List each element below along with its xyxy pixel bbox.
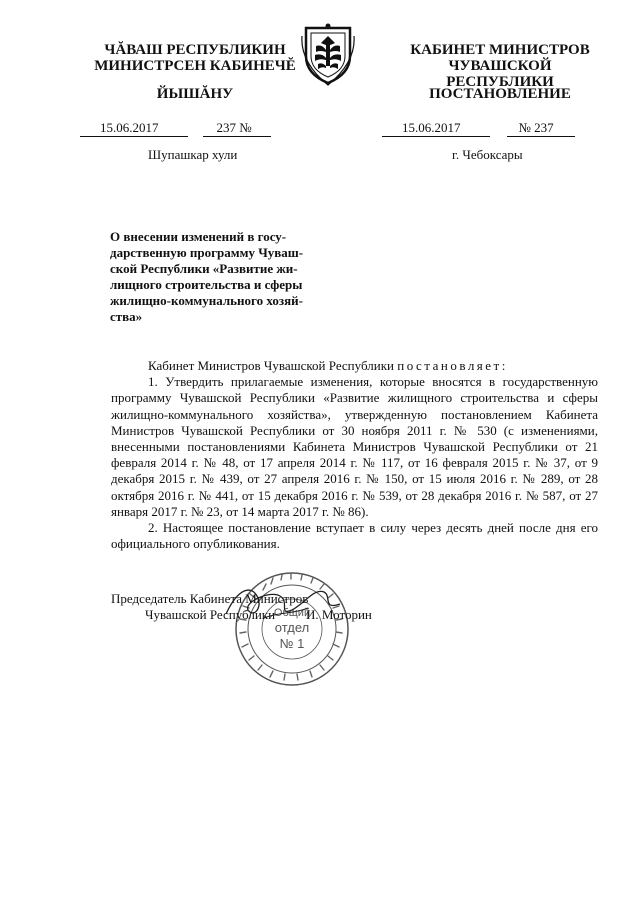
signatory-title-line-1: Председатель Кабинета Министров xyxy=(111,591,309,606)
left-city: Шупашкар хули xyxy=(148,147,238,162)
signatory-title-line-2: Чувашской Республики xyxy=(145,607,276,622)
header-right-doc-type: ПОСТАНОВЛЕНИЕ xyxy=(429,86,571,102)
subject-line-5: жилищно-коммунального хозяй- xyxy=(110,293,303,308)
document-subject xyxy=(110,229,338,325)
header-left-line-2: МИНИСТРСЕН КАБИНЕЧĔ xyxy=(94,58,296,74)
paragraph-1: 1. Утвердить прилагаемые изменения, которые вносятся в государственную программу Чувашской Республики «Развитие жилищного строительства и сферы жилищно-коммунального хозяйства», утвержденную постановлением Кабинета Министров Чувашской Республики от 30 ноября 2011 г. № 530 (с изменениями, внесенными постановлениями Кабинета Министров Чувашской Республики от 21 февраля 2014 г. № 48, от 17 апреля 2014 г. № 117, от 16 февраля 2015 г. № 37, от 9 декабря 2015 г. № 439, от 27 апреля 2016 г. № 150, от 15 июля 2016 г. № 289, от 28 октября 2016 г. № 441, от 15 декабря 2016 г. № 539, от 28 декабря 2016 г. № 587, от 27 января 2017 г. № 23, от 14 марта 2017 г. № 86). xyxy=(111,374,598,519)
header-right-block xyxy=(400,42,600,90)
intro-text: Кабинет Министров Чувашской Республики xyxy=(148,358,394,373)
paragraph-2: 2. Настоящее постановление вступает в силу через десять дней после дня его официального опубликования. xyxy=(111,520,598,552)
subject-line-6: ства» xyxy=(110,309,143,324)
left-date-number xyxy=(80,120,271,137)
subject-line-3: ской Республики «Развитие жи- xyxy=(110,261,298,276)
subject-line-1: О внесении изменений в госу- xyxy=(110,229,287,244)
header-left-doc-type: ЙЫШĂНУ xyxy=(156,86,234,102)
subject-line-2: дарственную программу Чуваш- xyxy=(110,245,304,260)
intro-verb: постановляет: xyxy=(397,358,508,373)
right-city: г. Чебоксары xyxy=(452,147,523,162)
stamp-center-line-2: отдел xyxy=(274,620,310,635)
header-left-block xyxy=(90,42,300,74)
header-right-line-1: КАБИНЕТ МИНИСТРОВ xyxy=(410,42,590,58)
signatory-name: И. Моторин xyxy=(306,607,372,622)
stamp-center-line-1: Общий xyxy=(273,607,311,619)
header-right-line-2: ЧУВАШСКОЙ РЕСПУБЛИКИ xyxy=(446,58,554,90)
right-date: 15.06.2017 xyxy=(382,120,490,137)
stamp-center-line-3: № 1 xyxy=(279,636,305,651)
right-number: № 237 xyxy=(507,120,575,137)
handwritten-signature xyxy=(218,574,348,626)
intro-paragraph xyxy=(111,358,598,374)
subject-line-4: лищного строительства и сферы xyxy=(110,277,303,292)
header-left-line-1: ЧĂВАШ РЕСПУБЛИКИН xyxy=(104,42,286,58)
right-date-number xyxy=(382,120,575,137)
coat-of-arms-icon xyxy=(300,22,356,86)
left-number: 237 № xyxy=(203,120,271,137)
left-date: 15.06.2017 xyxy=(80,120,188,137)
document-body xyxy=(111,358,598,552)
